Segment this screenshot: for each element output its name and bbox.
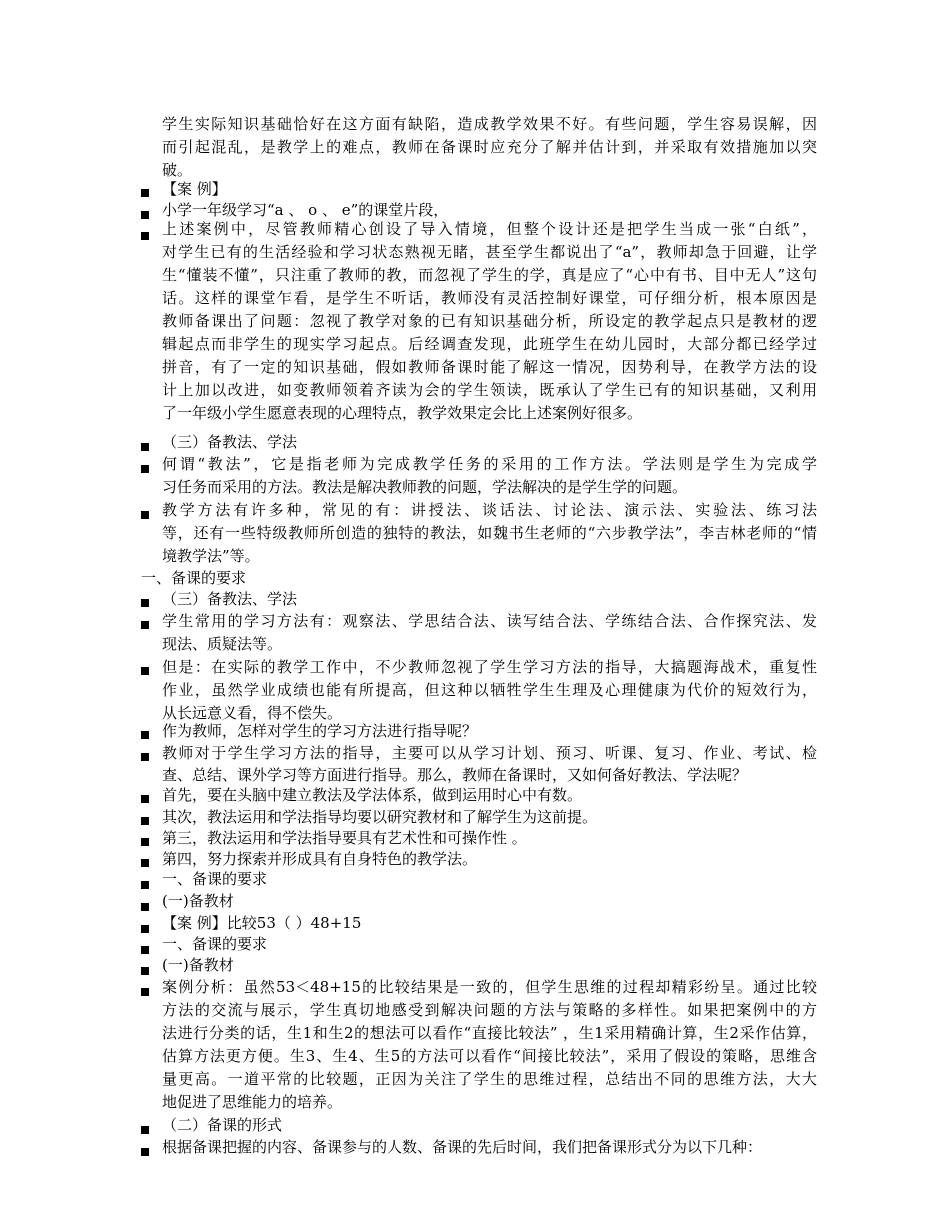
- bullet-icon: [141, 511, 149, 519]
- bullet-icon: [141, 211, 149, 219]
- bullet-icon: [141, 667, 149, 675]
- case-para-line: 生“懂装不懂”，只注重了教师的教，而忽视了学生的学，真是应了“心中有书、目中无人”这句: [162, 266, 817, 284]
- paragraph-line: 习任务而采用的方法。教法是解决教师教的问题，学法解决的是学生学的问题。: [162, 478, 688, 496]
- section-title: （三）备教法、学法: [162, 433, 298, 451]
- paragraph-line: 教学方法有许多种，常见的有：讲授法、谈话法、讨论法、演示法、实验法、练习法: [162, 501, 817, 519]
- list-item-line: 但是：在实际的教学工作中，不少教师忽视了学生学习方法的指导，大搞题海战术，重复性: [162, 658, 817, 676]
- paragraph-line: 等，还有一些特级教师所创造的独特的教法，如魏书生老师的“六步教学法”，李吉林老师的“情: [162, 524, 817, 542]
- section-title: （三）备教法、学法: [162, 590, 298, 608]
- bullet-icon: [141, 881, 149, 889]
- list-item-line: 教师对于学生学习方法的指导，主要可以从学习计划、预习、听课、复习、作业、考试、检: [162, 744, 817, 762]
- case-title: 小学一年级学习“a 、 o 、 e”的课堂片段，: [162, 201, 449, 219]
- bullet-icon: [141, 859, 149, 867]
- case-para-line: 教师备课出了问题：忽视了教学对象的已有知识基础分析，所设定的教学起点只是教材的逻: [162, 312, 817, 330]
- analysis-line: 估算方法更方便。生3、生4、生5的方法可以看作“间接比较法”，采用了假设的策略，思维含: [162, 1047, 817, 1065]
- case-para-line: 拼音，有了一定的知识基础，假如教师备课时能了解这一情况，因势利导，在教学方法的设: [162, 358, 817, 376]
- section-title: （二）备课的形式: [162, 1116, 283, 1134]
- bullet-icon: [141, 903, 149, 911]
- bullet-icon: [141, 1148, 149, 1156]
- analysis-line: 方法的交流与展示，学生真切地感受到解决问题的方法与策略的多样性。如果把案例中的方: [162, 1001, 817, 1019]
- case-para-line: 上述案例中，尽管教师精心创设了导入情境，但整个设计还是把学生当成一张“白纸”，: [162, 220, 817, 238]
- bullet-icon: [141, 599, 149, 607]
- section-heading: 一、备课的要求: [141, 569, 247, 587]
- analysis-line: 量更高。一道平常的比较题，正因为关注了学生的思维过程，总结出不同的思维方法，大大: [162, 1070, 817, 1088]
- list-item-line: 查、总结、课外学习等方面进行指导。那么，教师在备课时，又如何备好教法、学法呢？: [162, 766, 748, 784]
- analysis-line: 法进行分类的话，生1和生2的想法可以看作“直接比较法” ，生1采用精确计算，生2采作估算，: [162, 1024, 817, 1042]
- case-2-text: 比较53（ ）48+15: [226, 914, 362, 932]
- intro-line-2: 而引起混乱，是教学上的难点，教师在备课时应充分了解并估计到，并采取有效措施加以突: [162, 138, 817, 156]
- bullet-icon: [141, 967, 149, 975]
- subsection-heading: (一)备教材: [162, 956, 234, 974]
- list-item-line: 现法、质疑法等。: [162, 635, 283, 653]
- bullet-icon: [141, 988, 149, 996]
- case-para-line: 计上加以改进，如变教师领着齐读为会的学生领读，既承认了学生已有的知识基础，又利用: [162, 381, 817, 399]
- bullet-icon: [141, 817, 149, 825]
- paragraph-line: 境教学法”等。: [162, 547, 260, 565]
- list-item-line: 作为教师，怎样对学生的学习方法进行指导呢？: [162, 722, 478, 740]
- intro-line-1: 学生实际知识基础恰好在这方面有缺陷，造成教学效果不好。有些问题，学生容易误解，因: [162, 115, 817, 133]
- case-label: 【案 例】: [162, 180, 227, 198]
- analysis-line: 地促进了思维能力的培养。: [162, 1093, 343, 1111]
- bullet-icon: [141, 838, 149, 846]
- list-item-line: 学生常用的学习方法有：观察法、学思结合法、读写结合法、学练结合法、合作探究法、发: [162, 612, 817, 630]
- case-2-label: 【案 例】: [162, 914, 227, 932]
- bullet-icon: [141, 189, 149, 197]
- bullet-icon: [141, 753, 149, 761]
- paragraph-line: 何谓“教法”，它是指老师为完成教学任务的采用的工作方法。学法则是学生为完成学: [162, 455, 817, 473]
- bullet-icon: [141, 465, 149, 473]
- bullet-icon: [141, 731, 149, 739]
- list-item-line: 作业，虽然学业成绩也能有所提高，但这种以牺牲学生生理及心理健康为代价的短效行为，: [162, 681, 817, 699]
- list-item-line: 从长远意义看，得不偿失。: [162, 704, 343, 722]
- list-item-line: 首先，要在头脑中建立教法及学法体系，做到运用时心中有数。: [162, 786, 583, 804]
- subsection-heading: (一)备教材: [162, 892, 234, 910]
- section-heading: 一、备课的要求: [162, 870, 268, 888]
- case-para-line: 话。这样的课堂乍看，是学生不听话，教师没有灵活控制好课堂，可仔细分析，根本原因是: [162, 289, 817, 307]
- case-para-line: 辑起点而非学生的现实学习起点。后经调查发现，此班学生在幼儿园时，大部分都已经学过: [162, 335, 817, 353]
- section-heading: 一、备课的要求: [162, 935, 268, 953]
- bullet-icon: [141, 925, 149, 933]
- case-para-line: 对学生已有的生活经验和学习状态熟视无睹，甚至学生都说出了“a”，教师却急于回避，让学: [162, 243, 817, 261]
- bullet-icon: [141, 443, 149, 451]
- case-2-line: [162, 912, 817, 935]
- case-para-line: 了一年级小学生愿意表现的心理特点，教学效果定会比上述案例好很多。: [162, 404, 643, 422]
- bullet-icon: [141, 621, 149, 629]
- bullet-icon: [141, 232, 149, 240]
- bullet-icon: [141, 946, 149, 954]
- paragraph-line: 根据备课把握的内容、备课参与的人数、备课的先后时间，我们把备课形式分为以下几种：: [162, 1138, 763, 1156]
- analysis-line: 案例分析：虽然53＜48+15的比较结果是一致的，但学生思维的过程却精彩纷呈。通过比较: [162, 978, 817, 996]
- bullet-icon: [141, 1126, 149, 1134]
- bullet-icon: [141, 795, 149, 803]
- list-item-line: 其次，教法运用和学法指导均要以研究教材和了解学生为这前提。: [162, 808, 598, 826]
- intro-line-3: 破。: [162, 161, 193, 179]
- list-item-line: 第四，努力探索并形成具有自身特色的教学法。: [162, 850, 478, 868]
- list-item-line: 第三，教法运用和学法指导要具有艺术性和可操作性 。: [162, 829, 527, 847]
